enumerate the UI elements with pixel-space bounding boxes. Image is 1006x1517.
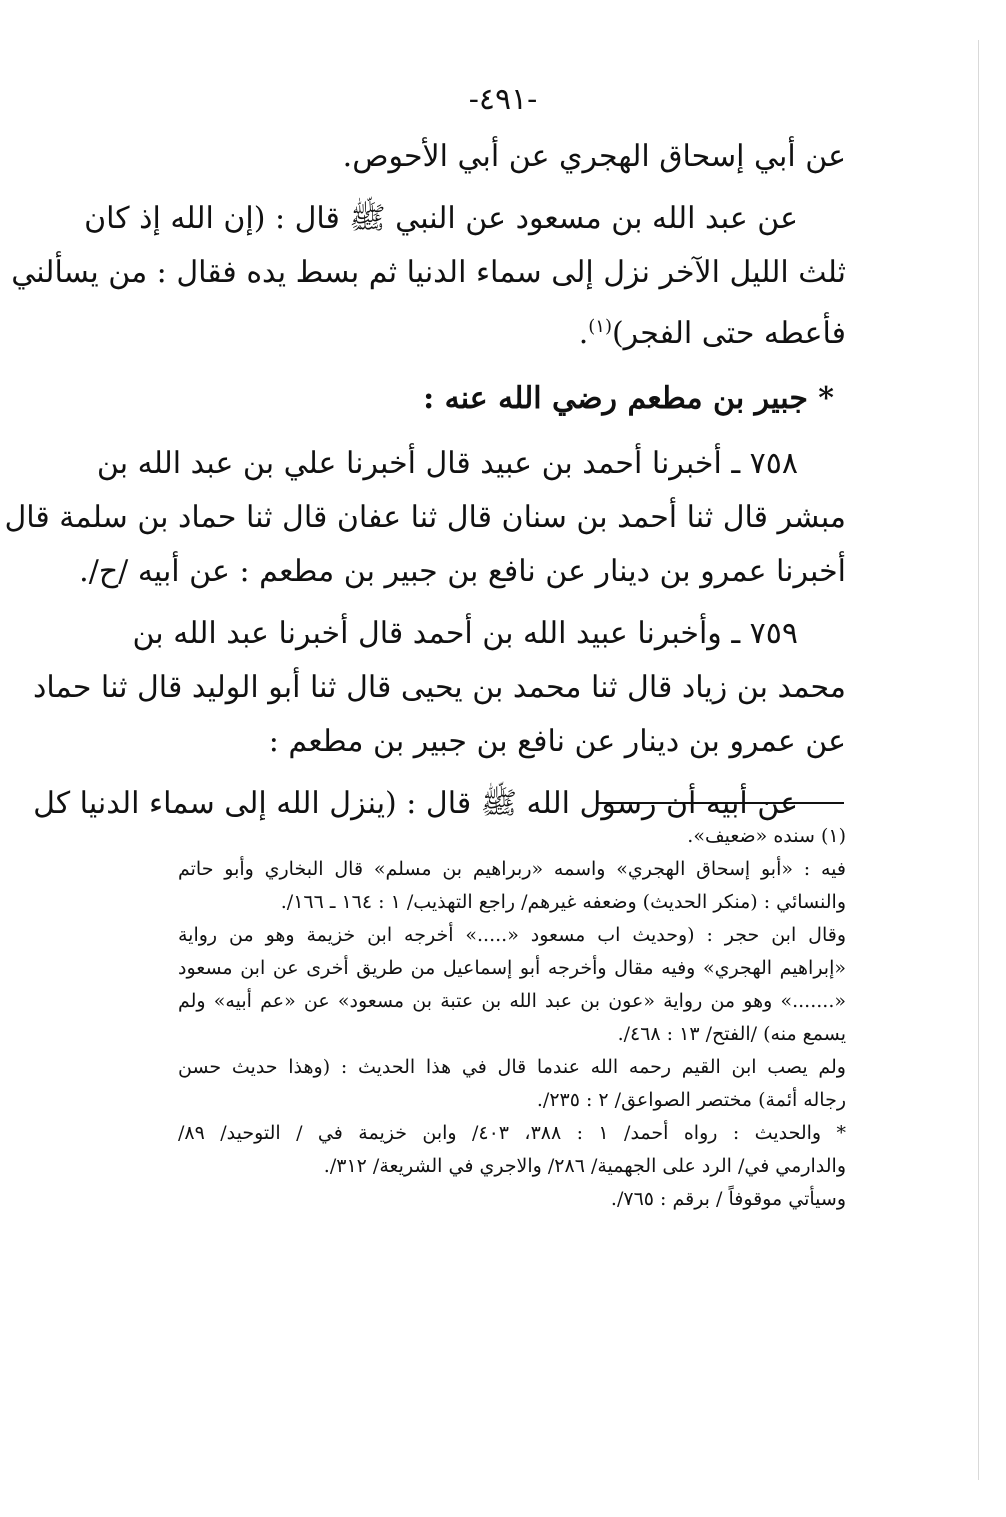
footnote-separator	[598, 802, 844, 804]
text-line: عن عمرو بن دينار عن نافع بن جبير بن مطعم :	[268, 724, 846, 759]
page-number: -٤٩١-	[468, 82, 538, 117]
footnote-line: والدارمي في/ الرد على الجهمية/ ٢٨٦/ والاجري في الشريعة/ ٣١٢/.	[323, 1155, 846, 1177]
footnotes	[178, 820, 846, 1216]
text-line: ٧٥٩ ـ وأخبرنا عبيد الله بن أحمد قال أخبرنا عبد الله بن	[132, 616, 798, 651]
footnote-line: «.......» وهو من رواية «عون بن عبد الله بن عتبة بن مسعود» عن «عم أبيه» ولم	[178, 990, 846, 1012]
sentence-end: .	[578, 316, 589, 351]
paragraph-2	[11, 192, 846, 361]
scan-edge-line	[978, 40, 979, 1480]
text-line: أخبرنا عمرو بن دينار عن نافع بن جبير بن مطعم : عن أبيه /ح/.	[79, 554, 846, 589]
footnote-line: يسمع منه) /الفتح/ ١٣ : ٤٦٨/.	[617, 1023, 846, 1045]
footnote-reference[interactable]: (١)	[588, 316, 612, 337]
text-line: محمد بن زياد قال ثنا محمد بن يحيى قال ثنا أبو الوليد قال ثنا حماد	[33, 670, 846, 705]
footnote-line: «إبراهيم الهجري» وفيه مقال وأخرجه أبو إسماعيل من طريق أخرى عن ابن مسعود	[178, 957, 846, 979]
paragraph-1	[178, 130, 846, 184]
footnote-line: رجاله أئمة) مختصر الصواعق/ ٢ : ٢٣٥/.	[536, 1089, 846, 1111]
text-line: مبشر قال ثنا أحمد بن سنان قال ثنا عفان قال ثنا حماد بن سلمة قال	[4, 500, 846, 535]
footnote-line: وسيأتي موقوفاً / برقم : ٧٦٥/.	[610, 1188, 846, 1210]
footnote-line: (١) سنده «ضعيف».	[687, 825, 846, 847]
text-line: ٧٥٨ ـ أخبرنا أحمد بن عبيد قال أخبرنا علي بن عبد الله بن	[96, 446, 798, 481]
hadith-758	[4, 437, 846, 599]
footnote-line: ولم يصب ابن القيم رحمه الله عندما قال في هذا الحديث : (وهذا حديث حسن	[178, 1056, 846, 1078]
text-line: فأعطه حتى الفجر)	[611, 316, 846, 351]
text-line: عن أبي إسحاق الهجري عن أبي الأحوص.	[342, 139, 846, 174]
footnote-line: * والحديث : رواه أحمد/ ١ : ٣٨٨، ٤٠٣/ وابن خزيمة في / التوحيد/ ٨٩/	[178, 1122, 846, 1144]
hadith-759	[33, 607, 846, 769]
text-line: ثلث الليل الآخر نزل إلى سماء الدنيا ثم بسط يده فقال : من يسألني	[11, 255, 846, 290]
footnote-line: فيه : «أبو إسحاق الهجري» واسمه «ربراهيم بن مسلم» قال البخاري وأبو حاتم	[178, 858, 846, 880]
main-text	[4, 130, 846, 831]
text-line: عن عبد الله بن مسعود عن النبي ﷺ قال : (إن الله إذ كان	[84, 201, 798, 236]
text-line-with-footnote	[178, 300, 846, 361]
section-heading: * جبير بن مطعم رضي الله عنه :	[423, 381, 834, 416]
footnote-line: وقال ابن حجر : (وحديث اب مسعود «.....» أخرجه ابن خزيمة وهو من رواية	[178, 924, 846, 946]
footnote-line: والنسائي : (منكر الحديث) وضعفه غيرهم/ راجع التهذيب/ ١ : ١٦٤ ـ ١٦٦/.	[280, 891, 846, 913]
text-line: عن أبيه أن رسول الله ﷺ قال : (ينزل الله إلى سماء الدنيا كل	[33, 786, 798, 821]
